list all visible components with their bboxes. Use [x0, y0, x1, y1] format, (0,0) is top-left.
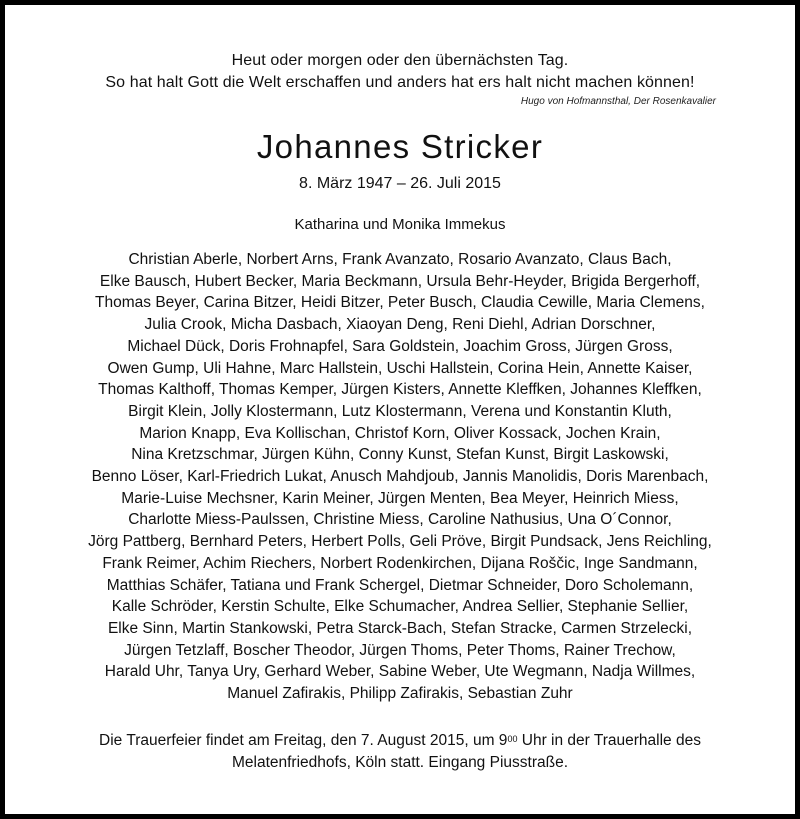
- mourner-line: Elke Sinn, Martin Stankowski, Petra Starck-Bach, Stefan Stracke, Carmen Strzelecki,: [107, 619, 693, 637]
- deceased-name: Johannes Stricker: [256, 128, 544, 165]
- mourner-line: Benno Löser, Karl-Friedrich Lukat, Anusch Mahdjoub, Jannis Manolidis, Doris Marenbach,: [91, 468, 709, 486]
- mourner-line: Matthias Schäfer, Tatiana und Frank Schergel, Dietmar Schneider, Doro Scholemann,: [106, 576, 694, 594]
- mourner-line: Charlotte Miess-Paulssen, Christine Miess, Caroline Nathusius, Una O´Connor,: [128, 511, 672, 529]
- mourner-line: Manuel Zafirakis, Philipp Zafirakis, Sebastian Zuhr: [227, 685, 573, 703]
- life-dates: 8. März 1947 – 26. Juli 2015: [299, 175, 501, 192]
- mourner-line: Kalle Schröder, Kerstin Schulte, Elke Schumacher, Andrea Sellier, Stephanie Sellier,: [111, 598, 689, 616]
- mourner-line: Harald Uhr, Tanya Ury, Gerhard Weber, Sabine Weber, Ute Wegmann, Nadja Willmes,: [104, 663, 696, 681]
- mourner-line: Owen Gump, Uli Hahne, Marc Hallstein, Uschi Hallstein, Corina Hein, Annette Kaiser,: [107, 359, 693, 377]
- mourner-line: Marie-Luise Mechsner, Karin Meiner, Jürgen Menten, Bea Meyer, Heinrich Miess,: [121, 489, 679, 507]
- mourner-line: Christian Aberle, Norbert Arns, Frank Avanzato, Rosario Avanzato, Claus Bach,: [128, 251, 672, 268]
- mourner-line: Jürgen Tetzlaff, Boscher Theodor, Jürgen Thoms, Peter Thoms, Rainer Trechow,: [124, 641, 676, 659]
- mourner-line: Thomas Kalthoff, Thomas Kemper, Jürgen Kisters, Annette Kleffken, Johannes Kleffken,: [98, 381, 702, 399]
- notice-line-2: Melatenfriedhofs, Köln statt. Eingang Piusstraße.: [231, 754, 568, 771]
- mourner-line: Frank Reimer, Achim Riechers, Norbert Rodenkirchen, Dijana Roščic, Inge Sandmann,: [102, 554, 698, 572]
- mourner-line: Marion Knapp, Eva Kollischan, Christof Korn, Oliver Kossack, Jochen Krain,: [139, 424, 661, 442]
- mourner-line: Elke Bausch, Hubert Becker, Maria Beckmann, Ursula Behr-Heyder, Brigida Bergerhoff,: [99, 272, 701, 290]
- quote-attribution: Hugo von Hofmannsthal, Der Rosenkavalier: [520, 96, 716, 107]
- notice-text-end: Uhr in der Trauerhalle des: [517, 732, 701, 749]
- mourner-line: Thomas Beyer, Carina Bitzer, Heidi Bitzer, Peter Busch, Claudia Cewille, Maria Clemens,: [95, 294, 705, 312]
- funeral-notice: [0, 730, 800, 774]
- notice-text-start: Die Trauerfeier findet am Freitag, den 7. August 2015, um 9: [99, 732, 508, 749]
- mourner-line: Julia Crook, Micha Dasbach, Xiaoyan Deng, Reni Diehl, Adrian Dorschner,: [144, 316, 656, 334]
- mourner-line: Michael Dück, Doris Frohnapfel, Sara Goldstein, Joachim Gross, Jürgen Gross,: [127, 337, 673, 355]
- mourner-line: Nina Kretzschmar, Jürgen Kühn, Conny Kunst, Stefan Kunst, Birgit Laskowski,: [131, 446, 669, 464]
- quote-line-1: Heut oder morgen oder den übernächsten Tag.: [231, 52, 569, 69]
- mourners-list: [0, 249, 800, 705]
- family-mourners: Katharina und Monika Immekus: [294, 216, 506, 233]
- mourner-line: Jörg Pattberg, Bernhard Peters, Herbert Polls, Geli Pröve, Birgit Pundsack, Jens Reichling,: [88, 533, 712, 551]
- quote-line-2: So hat halt Gott die Welt erschaffen und anders hat ers halt nicht machen können!: [105, 74, 695, 91]
- epigraph-quote: [0, 50, 800, 94]
- notice-line-1: [0, 730, 800, 752]
- mourner-line: Birgit Klein, Jolly Klostermann, Lutz Klostermann, Verena und Konstantin Kluth,: [128, 402, 672, 420]
- notice-time-superscript: 00: [507, 734, 518, 744]
